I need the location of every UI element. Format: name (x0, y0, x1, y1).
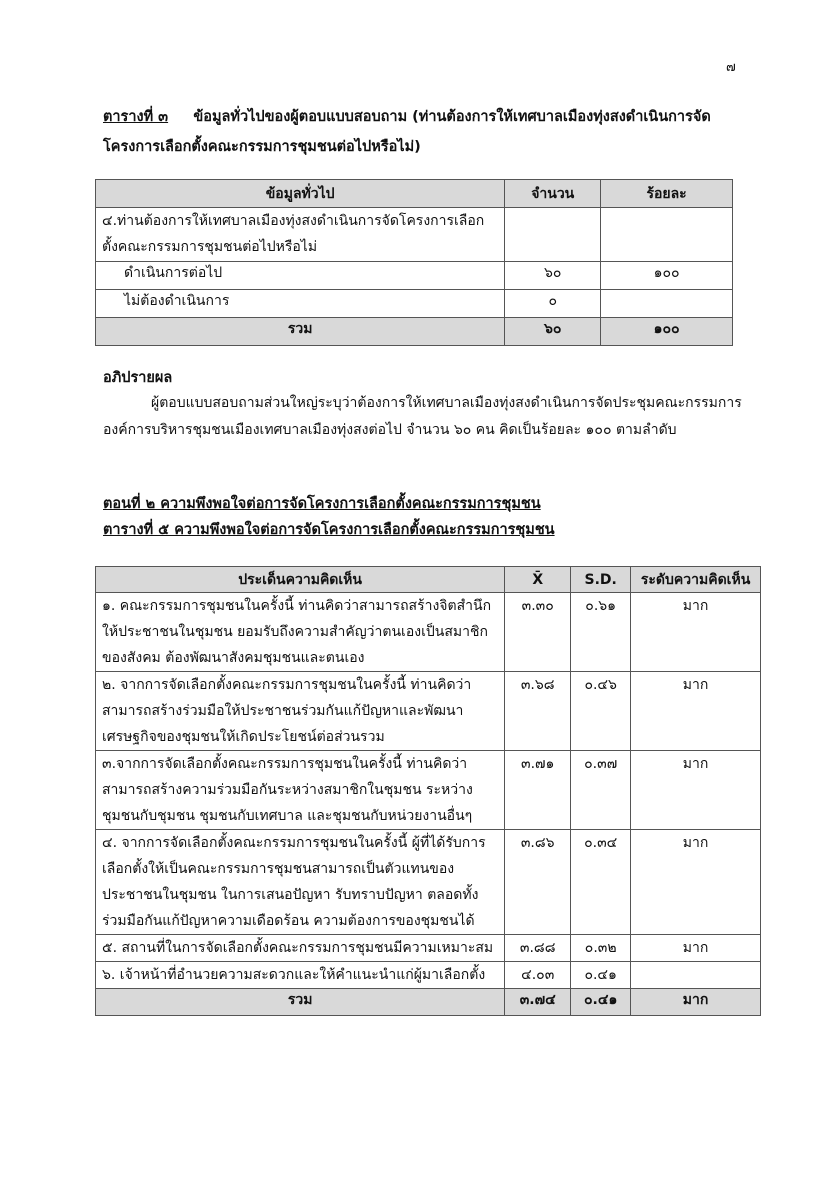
row-count: ๐ (505, 290, 601, 318)
total-label: รวม (96, 318, 505, 346)
table-row (96, 962, 761, 989)
table-row (96, 593, 761, 672)
row-sd: ๐.๓๗ (571, 751, 631, 830)
row-item: ๖. เจ้าหน้าที่อำนวยความสะดวกและให้คำแนะนำแก่ผู้มาเลือกตั้ง (96, 962, 505, 989)
table3 (95, 179, 733, 346)
table5-caption: ตารางที่ ๕ ความพึงพอใจต่อการจัดโครงการเลือกตั้งคณะกรรมการชุมชน (103, 522, 555, 538)
row-percent: ๑๐๐ (601, 262, 733, 290)
discussion-body: ผู้ตอบแบบสอบถามส่วนใหญ่ระบุว่าต้องการให้เทศบาลเมืองทุ่งสงดำเนินการจัดประชุมคณะกรรมการองค์การบริหารชุมชนเมืองเทศบาลเมืองทุ่งสงต่อไป จำนวน ๖๐ คน คิดเป็นร้อยละ ๑๐๐ ตามลำดับ (103, 395, 742, 438)
total-count: ๖๐ (505, 318, 601, 346)
table3-header-info: ข้อมูลทั่วไป (96, 180, 505, 208)
row-percent (601, 290, 733, 318)
row-count: ๖๐ (505, 262, 601, 290)
page-number: ๗ (726, 60, 736, 75)
row-level: มาก (631, 935, 761, 962)
table-row (96, 935, 761, 962)
row-level: มาก (631, 830, 761, 935)
table-row (96, 672, 761, 751)
total-mean: ๓.๗๔ (505, 989, 571, 1016)
row-mean: ๓.๘๖ (505, 830, 571, 935)
table-row (96, 262, 733, 290)
table-row (96, 290, 733, 318)
discussion-heading: อภิปรายผล (103, 370, 173, 386)
total-sd: ๐.๔๑ (571, 989, 631, 1016)
row-sd: ๐.๓๒ (571, 935, 631, 962)
row-mean: ๓.๘๘ (505, 935, 571, 962)
table-row (96, 751, 761, 830)
total-label: รวม (96, 989, 505, 1016)
table5-header-level: ระดับความคิดเห็น (631, 567, 761, 593)
table3-header-percent: ร้อยละ (601, 180, 733, 208)
table5-header-mean: X̄ (505, 567, 571, 593)
row-mean: ๓.๗๑ (505, 751, 571, 830)
row-mean: ๓.๓๐ (505, 593, 571, 672)
table3-caption-label: ตารางที่ ๓ (103, 109, 169, 125)
total-percent: ๑๐๐ (601, 318, 733, 346)
row-mean: ๔.๐๓ (505, 962, 571, 989)
row-sd: ๐.๔๑ (571, 962, 631, 989)
total-level: มาก (631, 989, 761, 1016)
row-item: ๑. คณะกรรมการชุมชนในครั้งนี้ ท่านคิดว่าสามารถสร้างจิตสำนึกให้ประชาชนในชุมชน ยอมรับถึงความสำคัญว่าตนเองเป็นสมาชิกของสังคม ต้องพัฒนาสังคมชุมชนและตนเอง (96, 593, 505, 672)
row-level (631, 962, 761, 989)
table5 (95, 566, 761, 1016)
row-sd: ๐.๖๑ (571, 593, 631, 672)
table3-header-count: จำนวน (505, 180, 601, 208)
row-label: ไม่ต้องดำเนินการ (96, 290, 505, 318)
table5-header-sd: S.D. (571, 567, 631, 593)
row-label: ดำเนินการต่อไป (96, 262, 505, 290)
table-row (96, 830, 761, 935)
part2-heading: ตอนที่ ๒ ความพึงพอใจต่อการจัดโครงการเลือกตั้งคณะกรรมการชุมชน (103, 496, 541, 512)
table3-caption-text: ข้อมูลทั่วไปของผู้ตอบแบบสอบถาม (ท่านต้องการให้เทศบาลเมืองทุ่งสงดำเนินการจัดโครงการเลือกตั้งคณะกรรมการชุมชนต่อไปหรือไม่) (103, 109, 711, 155)
table5-total-row (96, 989, 761, 1016)
row-item: ๒. จากการจัดเลือกตั้งคณะกรรมการชุมชนในครั้งนี้ ท่านคิดว่าสามารถสร้างร่วมมือให้ประชาชนร่วมกันแก้ปัญหาและพัฒนาเศรษฐกิจของชุมชนให้เกิดประโยชน์ต่อส่วนรวม (96, 672, 505, 751)
row-sd: ๐.๓๔ (571, 830, 631, 935)
row-item: ๔. จากการจัดเลือกตั้งคณะกรรมการชุมชนในครั้งนี้ ผู้ที่ได้รับการเลือกตั้งให้เป็นคณะกรรมการชุมชนสามารถเป็นตัวแทนของประชาชนในชุมชน ในการเสนอปัญหา รับทราบปัญหา ตลอดทั้งร่วมมือกันแก้ปัญหาความเดือดร้อน ความต้องการของชุมชนได้ (96, 830, 505, 935)
row-item: ๓.จากการจัดเลือกตั้งคณะกรรมการชุมชนในครั้งนี้ ท่านคิดว่าสามารถสร้างความร่วมมือกันระหว่างสมาชิกในชุมชน ระหว่างชุมชนกับชุมชน ชุมชนกับเทศบาล และชุมชนกับหน่วยงานอื่นๆ (96, 751, 505, 830)
row-level: มาก (631, 593, 761, 672)
row-level: มาก (631, 751, 761, 830)
table5-header-item: ประเด็นความคิดเห็น (96, 567, 505, 593)
row-sd: ๐.๔๖ (571, 672, 631, 751)
row-mean: ๓.๖๘ (505, 672, 571, 751)
table3-total-row (96, 318, 733, 346)
row-item: ๕. สถานที่ในการจัดเลือกตั้งคณะกรรมการชุมชนมีความเหมาะสม (96, 935, 505, 962)
table3-caption (103, 102, 743, 162)
table3-question: ๔.ท่านต้องการให้เทศบาลเมืองทุ่งสงดำเนินการจัดโครงการเลือกตั้งคณะกรรมการชุมชนต่อไปหรือไม่ (96, 208, 505, 262)
row-level: มาก (631, 672, 761, 751)
